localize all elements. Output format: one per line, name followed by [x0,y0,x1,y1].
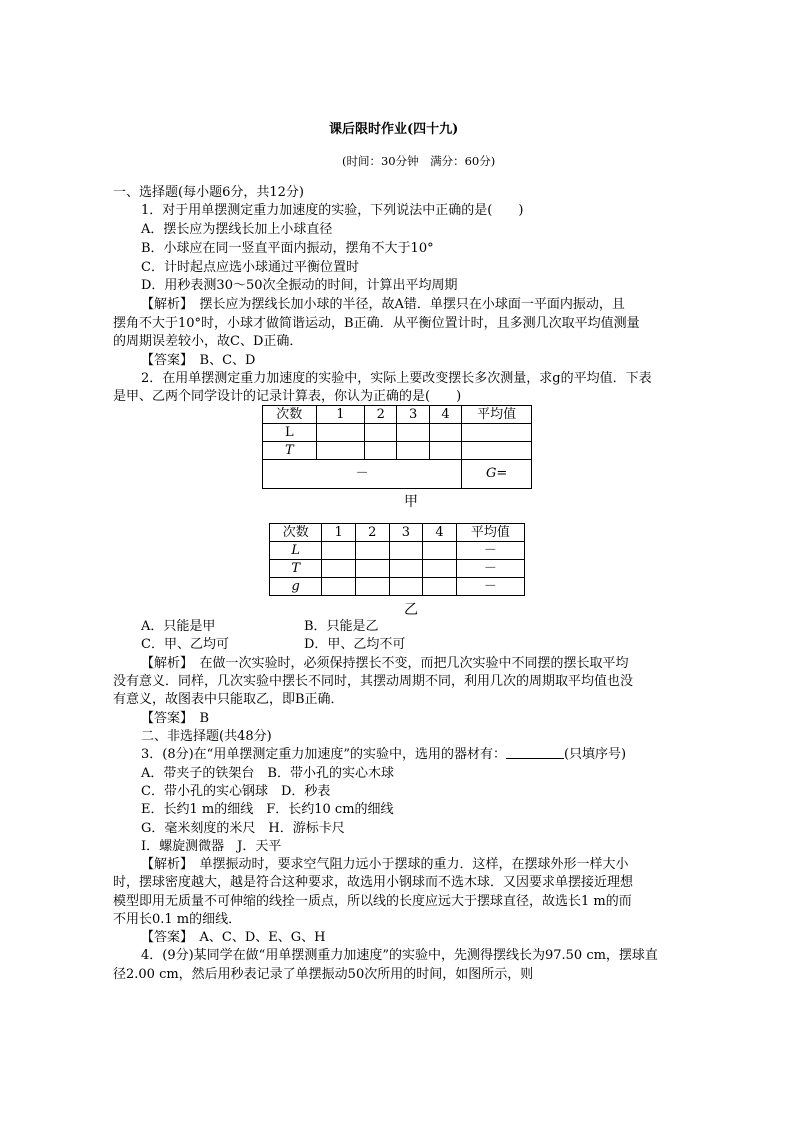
table-yi-avg-mark: － [456,542,524,560]
table-yi-row-l [270,542,525,560]
q1-analysis-label: 【解析】 [141,297,187,312]
q1-analysis-line-3: 的周期误差较小，故C、D正确． [113,334,303,349]
table-yi-header-cell: 3 [389,524,423,542]
q4-stem-line-1: 4．(9分)某同学在做“用单摆测重力加速度”的实验中，先测得摆线长为97.50 cm，摆球直 [141,948,658,963]
table-yi-header-cell: 1 [322,524,356,542]
q3-analysis-line-4: 不用长0.1 m的细线． [113,912,242,927]
table-jia-header-cell: 3 [397,406,429,424]
q2-answer-value: B [186,711,210,726]
table-yi-header-cell: 次数 [270,524,322,542]
q3-analysis-line-3: 模型即用无质量不可伸缩的线拴一质点，所以线的长度应远大于摆球直径，故选长1 m的而 [113,894,632,909]
q2-option-a: A．只能是甲 [141,619,216,634]
q3-analysis-label: 【解析】 [141,857,187,872]
table-jia-header-cell: 1 [316,406,365,424]
q1-option-c: C．计时起点应选小球通过平衡位置时 [141,260,359,275]
q3-option-line-3: E．长约1 m的细线 F．长约10 cm的细线 [141,802,394,817]
q2-stem-line-1: 2．在用单摆测定重力加速度的实验中，实际上要改变摆长多次测量，求g的平均值．下表 [141,371,652,386]
section1-heading: 一、选择题(每小题6分，共12分) [113,185,304,200]
table-yi-caption: 乙 [404,602,418,618]
q1-answer [141,352,255,369]
q3-analysis-text-1: 单摆振动时，要求空气阻力远小于摆球的重力．这样，在摆球外形一样大小 [186,857,629,872]
page-title: 课后限时作业(四十九) [329,122,459,137]
q1-analysis-line-2: 摆角不大于10°时，小球才做简谐运动，B正确．从平衡位置计时，且多测几次取平均值测量 [113,316,640,331]
q1-analysis-text-1: 摆长应为摆线长加小球的半径，故A错．单摆只在小球面一平面内振动，且 [186,297,625,312]
table-jia-header-cell: 2 [365,406,397,424]
q3-stem [141,746,626,763]
table-jia-row-label: L [263,424,317,442]
table-jia-header-cell: 平均值 [462,406,532,424]
table-jia-row-label: T [263,442,317,460]
time-note: (时间：30分钟 满分：60分) [342,154,496,168]
q3-answer-label: 【答案】 [141,930,187,945]
q4-stem-line-2: 径2.00 cm，然后用秒表记录了单摆振动50次所用的时间，如图所示，则 [113,967,534,982]
q2-analysis-line-3: 有意义，故图表中只能取乙，即B正确． [113,692,344,707]
table-jia-row-l [263,424,532,442]
q3-stem-suffix: (只填序号) [563,747,627,762]
q3-answer [141,929,326,946]
table-yi-row-g [270,578,525,596]
table-yi-header-cell: 2 [356,524,390,542]
q3-analysis-line-1 [141,856,629,873]
table-jia-header-cell: 次数 [263,406,317,424]
table-yi-row-t [270,560,525,578]
table-jia-header-cell: 4 [429,406,461,424]
table-jia-bottom-row [263,460,532,489]
q2-analysis-line-2: 没有意义．同样，几次实验中摆长不同时，其摆动周期不同，利用几次的周期取平均值也没 [113,674,634,689]
table-yi-avg-mark: － [456,560,524,578]
table-yi-header-row [270,524,525,542]
q2-answer [141,710,209,727]
table-yi-header-cell: 平均值 [456,524,524,542]
table-yi-row-label: g [270,578,322,596]
q2-analysis-text-1: 在做一次实验时，必须保持摆长不变，而把几次实验中不同摆的摆长取平均 [186,656,629,671]
q3-option-line-2: C．带小孔的实心钢球 D．秒表 [141,784,331,799]
q3-option-line-1: A．带夹子的铁架台 B．带小孔的实心木球 [141,766,394,781]
q2-analysis-label: 【解析】 [141,656,187,671]
table-yi-avg-mark: － [456,578,524,596]
q3-option-line-4: G．毫米刻度的米尺 H．游标卡尺 [141,821,345,836]
table-jia-row-t [263,442,532,460]
q2-answer-label: 【答案】 [141,711,187,726]
q1-analysis-line-1 [141,296,625,313]
table-yi-row-label: L [270,542,322,560]
q3-stem-text: 3．(8分)在“用单摆测定重力加速度”的实验中，选用的器材有： [141,747,506,762]
q2-option-c: C．甲、乙均可 [141,637,229,652]
q1-stem: 1．对于用单摆测定重力加速度的实验，下列说法中正确的是( ) [141,203,524,218]
q1-option-b: B．小球应在同一竖直平面内振动，摆角不大于10° [141,241,434,256]
table-jia [262,405,532,489]
table-yi [269,523,525,596]
q1-option-d: D．用秒表测30～50次全振动的时间，计算出平均周期 [141,278,458,293]
q2-option-d: D．甲、乙均不可 [304,637,406,652]
answer-blank[interactable] [506,746,564,759]
q2-analysis-line-1 [141,655,629,672]
table-jia-bottom-right: G= [462,460,532,489]
section2-heading: 二、非选择题(共48分) [141,729,272,744]
q3-analysis-line-2: 时，摆球密度越大，越是符合这种要求，故选用小钢球而不选木球．又因要求单摆接近理想 [113,875,634,890]
table-yi-row-label: T [270,560,322,578]
q1-answer-value: B、C、D [186,353,256,368]
q1-option-a: A．摆长应为摆线长加上小球直径 [141,222,333,237]
q1-answer-label: 【答案】 [141,353,187,368]
table-jia-bottom-left: － [263,460,462,489]
q3-option-line-5: I．螺旋测微器 J．天平 [141,839,282,854]
table-jia-caption: 甲 [404,494,418,510]
q2-option-b: B．只能是乙 [304,619,379,634]
q2-stem-line-2: 是甲、乙两个同学设计的记录计算表，你认为正确的是( ) [113,389,462,404]
table-jia-header-row [263,406,532,424]
table-yi-header-cell: 4 [423,524,457,542]
q3-answer-value: A、C、D、E、G、H [186,930,326,945]
